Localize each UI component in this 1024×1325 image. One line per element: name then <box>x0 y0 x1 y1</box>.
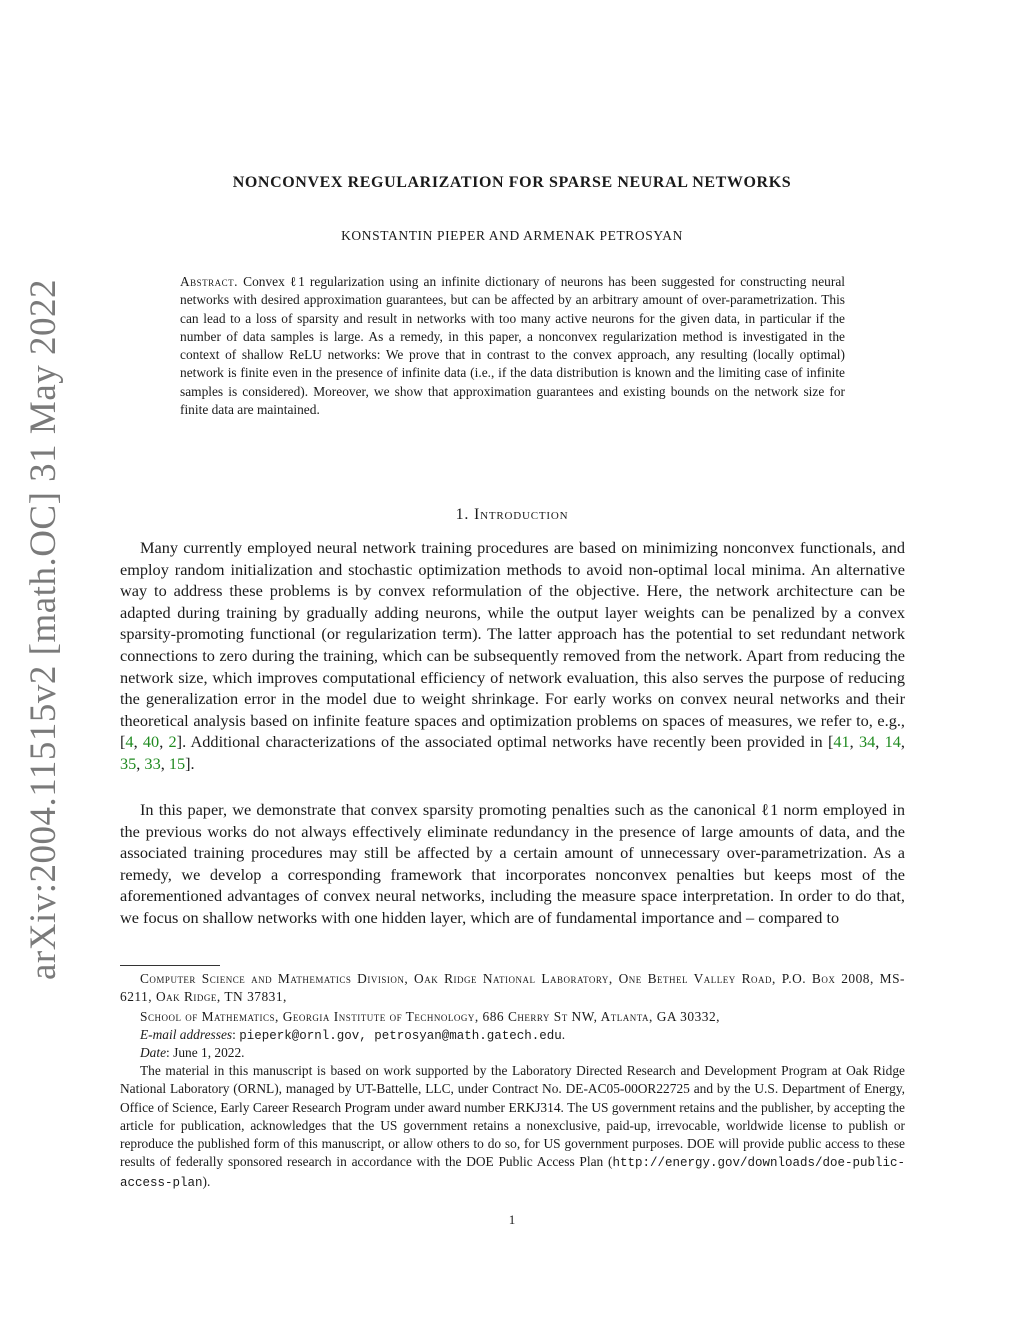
paper-title: NONCONVEX REGULARIZATION FOR SPARSE NEURAL NETWORKS <box>232 174 792 191</box>
email-label: E-mail addresses <box>140 1027 233 1042</box>
abstract <box>180 273 845 419</box>
date-label: Date <box>140 1045 167 1060</box>
section-number: 1. <box>455 506 470 523</box>
page-number: 1 <box>508 1212 516 1227</box>
citation-link[interactable]: 40 <box>142 732 160 752</box>
intro-text: ]. <box>185 753 195 773</box>
citation-link[interactable]: 35 <box>120 753 137 773</box>
funding-end: ). <box>202 1173 211 1189</box>
section-heading <box>0 506 1024 524</box>
affiliation-2: School of Mathematics, Georgia Institute of Technology, 686 Cherry St NW, Atlanta, GA 30332, <box>140 1009 721 1024</box>
section-title: Introduction <box>474 506 569 523</box>
citation-link[interactable]: 33 <box>144 753 161 773</box>
intro-text: Many currently employed neural network training procedures are based on minimizing nonconvex functionals, and employ random initialization and stochastic optimization methods to avoid non-optimal local minima. An alternative way to address these problems is by convex reformulation of the objective. Here, the network architecture can be adapted during training by gradually adding neurons, while the output layer weights can be penalized by a convex sparsity-promoting functional (or regularization term). The latter approach has the potential to set redundant network connections to zero during the training, which can be subsequently removed from the network. Apart from reducing the network size, which improves computational efficiency of network evaluation, this also serves the purpose of reducing the generalization error in the model due to weight shrinkage. For early works on convex neural networks and their theoretical analysis based on infinite feature spaces and optimization problems on spaces of measures, we refer to, e.g., [ <box>120 538 905 752</box>
intro-paragraph-2: In this paper, we demonstrate that convex sparsity promoting penalties such as the canonical ℓ1 norm employed in the previous works do not always effectively eliminate redundancy in the presence of large amounts of data, and the associated training procedures may still be affected by a certain amount of unnecessary over-parametrization. As a remedy, we develop a corresponding framework that incorporates nonconvex penalties but keeps most of the aforementioned advantages of convex neural networks, including the measure space interpretation. In order to do that, we focus on shallow networks with one hidden layer, which are of fundamental importance and – compared to <box>120 800 905 927</box>
doe-access-plan-link[interactable]: http://energy.gov/downloads/doe-public-access-plan <box>120 1156 905 1190</box>
citation-link[interactable]: 2 <box>168 732 177 752</box>
footnote-divider <box>120 965 220 966</box>
abstract-label: Abstract. <box>180 274 239 289</box>
intro-text: ]. Additional characterizations of the associated optimal networks have recently been provided in [ <box>176 732 834 752</box>
affiliation-1: Computer Science and Mathematics Division, Oak Ridge National Laboratory, One Bethel Valley Road, P.O. Box 2008, MS-6211, Oak Ridge, TN 37831, <box>120 971 905 1005</box>
date-line: Date: June 1, 2022. <box>140 1045 245 1060</box>
email-list[interactable]: pieperk@ornl.gov, petrosyan@math.gatech.edu <box>239 1029 562 1043</box>
intro-paragraph-1: Many currently employed neural network training procedures are based on minimizing nonconvex functionals, and employ random initialization and stochastic optimization methods to avoid non-optimal local minima. An alternative way to address these problems is by convex reformulation of the objective. Here, the network architecture can be adapted during training by gradually adding neurons, while the output layer weights can be penalized by a convex sparsity-promoting functional (or regularization term). The latter approach has the potential to set redundant network connections to zero during the training, which can be subsequently removed from the network. Apart from reducing the network size, which improves computational efficiency of network evaluation, this also serves the purpose of reducing the generalization error in the model due to weight shrinkage. For early works on convex neural networks and their theoretical analysis based on infinite feature spaces and optimization problems on spaces of measures, we refer to, e.g., [4, 40, 2]. Additional characterizations of the associated optimal networks have recently been provided in [41, 34, 14, 35, 33, 15]. <box>120 538 905 773</box>
author-list: KONSTANTIN PIEPER AND ARMENAK PETROSYAN <box>341 228 683 243</box>
date-value: June 1, 2022. <box>173 1045 245 1060</box>
funding-acknowledgement <box>120 1062 905 1192</box>
citation-link[interactable]: 4 <box>125 732 134 752</box>
citation-link[interactable]: 41 <box>833 732 850 752</box>
arxiv-identifier-stamp: arXiv:2004.11515v2 [math.OC] 31 May 2022 <box>23 279 64 980</box>
funding-text: The material in this manuscript is based on work supported by the Laboratory Directed Research and Development Program at Oak Ridge National Laboratory (ORNL), managed by UT-Battelle, LLC, under Contract No. DE-AC05-00OR22725 and by the U.S. Department of Energy, Office of Science, Early Career Research Program under award number ERKJ314. The US government retains and the publisher, by accepting the article for publication, acknowledges that the US government retains a nonexclusive, paid-up, irrevocable, worldwide license to publish or reproduce the published form of this manuscript, or allow others to do so, for US government purposes. DOE will provide public access to these results of federally sponsored research in accordance with the DOE Public Access Plan ( <box>120 1063 905 1170</box>
citation-link[interactable]: 15 <box>168 753 186 773</box>
citation-link[interactable]: 14 <box>884 732 901 752</box>
email-addresses: E-mail addresses: pieperk@ornl.gov, petrosyan@math.gatech.edu. <box>140 1027 566 1043</box>
abstract-text: Convex ℓ1 regularization using an infinite dictionary of neurons has been suggested for constructing neural networks with desired approximation guarantees, but can be affected by an arbitrary amount of over-parametrization. This can lead to a loss of sparsity and result in networks with too many active neurons for the given data, in particular if the number of data samples is large. As a remedy, in this paper, a nonconvex regularization method is investigated in the context of shallow ReLU networks: We prove that in contrast to the convex approach, any resulting (locally optimal) network is finite even in the presence of infinite data (i.e., if the data distribution is known and the limiting case of infinite samples is considered). Moreover, we show that approximation guarantees and existing bounds on the network size for finite data are maintained. <box>180 274 845 418</box>
citation-link[interactable]: 34 <box>859 732 876 752</box>
